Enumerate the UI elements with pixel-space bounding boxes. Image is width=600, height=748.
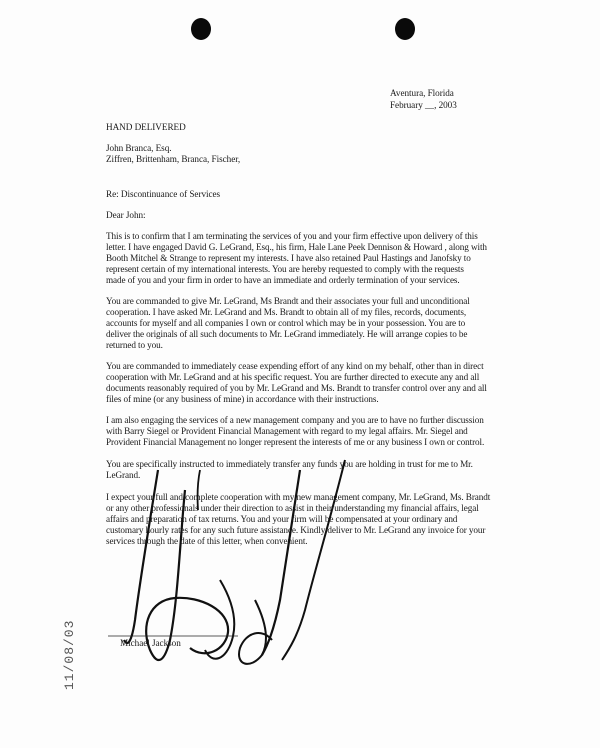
salutation: Dear John: bbox=[106, 210, 146, 220]
body-paragraph-4 bbox=[106, 415, 506, 448]
paragraph-line: represent certain of my international interests. You are hereby requested to comply with the requests bbox=[106, 264, 464, 275]
letter-date: February __, 2003 bbox=[390, 100, 457, 110]
subject-line: Re: Discontinuance of Services bbox=[106, 189, 221, 199]
paragraph-line: cooperation with Mr. LeGrand and at his specific request. You are further directed to execute any and all bbox=[106, 372, 480, 383]
paragraph-line: Provident Financial Management no longer represent the interests of me or any business I own or control. bbox=[106, 437, 485, 448]
paragraph-line: Booth Mitchel & Strange to represent my interests. I have also retained Paul Hastings and Janofsky to bbox=[106, 253, 471, 264]
paragraph-line: I expect your full and complete cooperation with my new management company, Mr. LeGrand, Ms. Brandt bbox=[106, 492, 491, 502]
body-paragraph-6 bbox=[106, 492, 506, 547]
paragraph-line: accounts for myself and all companies I own or control which may be in your possession. You are to bbox=[106, 318, 466, 329]
signature-stroke bbox=[282, 460, 345, 660]
body-paragraph-2 bbox=[106, 296, 506, 351]
signature-stroke bbox=[239, 600, 272, 664]
paragraph-line: You are commanded to immediately cease expending effort of any kind on my behalf, other than in direct bbox=[106, 361, 484, 371]
punch-hole-left bbox=[191, 18, 211, 40]
recipient-firm: Ziffren, Brittenham, Branca, Fischer, bbox=[106, 154, 241, 164]
paragraph-line: services through the date of this letter, when convenient. bbox=[106, 536, 308, 547]
letter-location: Aventura, Florida bbox=[390, 88, 454, 98]
punch-hole-right bbox=[395, 18, 415, 40]
body-paragraph-5 bbox=[106, 459, 506, 481]
signer-name: Michael Jackson bbox=[120, 638, 181, 648]
paragraph-line: or any other professionals under their direction to assist in their understanding my financial affairs, legal bbox=[106, 503, 479, 514]
paragraph-line: documents reasonably required of you by Mr. LeGrand and Ms. Brandt to transfer control over any and all bbox=[106, 383, 487, 394]
body-paragraph-1 bbox=[106, 231, 506, 286]
delivery-method: HAND DELIVERED bbox=[106, 122, 186, 132]
paragraph-line: You are specifically instructed to immediately transfer any funds you are holding in trust for me to Mr. bbox=[106, 459, 473, 469]
paragraph-line: deliver the originals of all such documents to Mr. LeGrand immediately. He will arrange copies to be bbox=[106, 329, 468, 340]
paragraph-line: made of you and your firm in order to have an immediate and orderly termination of your services. bbox=[106, 275, 460, 286]
signature-stroke bbox=[205, 580, 234, 659]
recipient-name: John Branca, Esq. bbox=[106, 143, 172, 153]
body-paragraph-3 bbox=[106, 361, 506, 405]
paragraph-line: This is to confirm that I am terminating the services of you and your firm effective upon delivery of this bbox=[106, 231, 478, 241]
margin-stamp: 11/08/03 bbox=[62, 619, 77, 690]
paragraph-line: affairs and preparation of tax returns. You and your firm will be compensated at your ordinary and bbox=[106, 514, 458, 525]
paragraph-line: files of mine (or any business of mine) in accordance with their instructions. bbox=[106, 394, 379, 405]
paragraph-line: LeGrand. bbox=[106, 470, 141, 481]
paragraph-line: returned to you. bbox=[106, 340, 163, 351]
paragraph-line: with Barry Siegel or Provident Financial Management with regard to my legal affairs. Mr. Siegel and bbox=[106, 426, 468, 437]
paragraph-line: You are commanded to give Mr. LeGrand, Ms Brandt and their associates your full and unconditional bbox=[106, 296, 470, 306]
paragraph-line: letter. I have engaged David G. LeGrand, Esq., his firm, Hale Lane Peek Dennison & Howard , along with bbox=[106, 242, 487, 253]
paragraph-line: customary hourly rates for any such future assistance. Kindly deliver to Mr. LeGrand any invoice for your bbox=[106, 525, 486, 536]
paragraph-line: cooperation. I have asked Mr. LeGrand and Ms. Brandt to obtain all of my files, records, documents, bbox=[106, 307, 467, 318]
paragraph-line: I am also engaging the services of a new management company and you are to have no further discussion bbox=[106, 415, 484, 425]
